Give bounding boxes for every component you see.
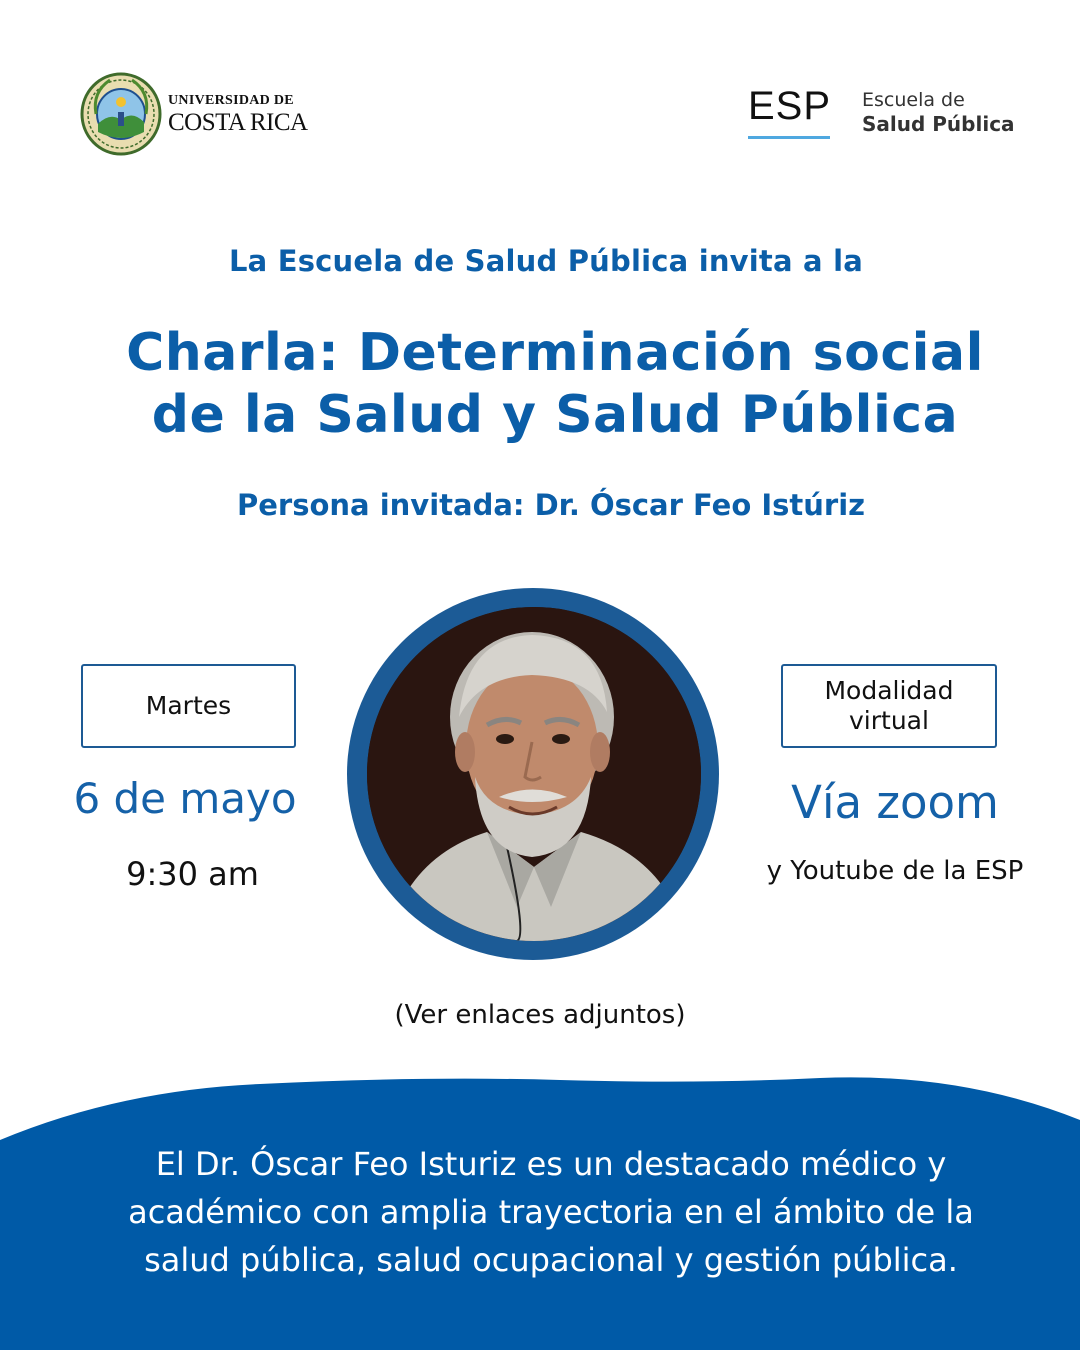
talk-title-line2: de la Salud y Salud Pública [151,385,959,445]
platform-label: Vía zoom [791,776,999,829]
esp-underline [748,136,830,139]
esp-name-line1: Escuela de [862,89,965,111]
guest-speaker: Persona invitada: Dr. Óscar Feo Istúriz [236,488,866,522]
day-label: Martes [145,691,232,720]
esp-name [862,88,1015,138]
ucr-wordmark [168,94,308,135]
ucr-wordmark-line2: COSTA RICA [168,109,308,136]
day-box [81,664,296,748]
speaker-photo [367,607,701,941]
modality-box [781,664,997,748]
speaker-bio-line2: académico con amplia trayectoria en el ámbito de la [128,1193,974,1231]
links-note: (Ver enlaces adjuntos) [394,1000,686,1030]
talk-title-line1: Charla: Determinación social [126,323,984,383]
event-date: 6 de mayo [73,774,297,823]
esp-name-line2: Salud Pública [862,112,1015,137]
ucr-wordmark-line1: UNIVERSIDAD DE [168,93,294,108]
modality-line1: Modalidad [824,676,954,705]
talk-title [0,322,1080,446]
speaker-bio-line3: salud pública, salud ocupacional y gestión pública. [144,1241,958,1279]
esp-mark: ESP [748,84,832,128]
speaker-bio-line1: El Dr. Óscar Feo Isturiz es un destacado médico y [155,1145,947,1183]
secondary-platform-label: y Youtube de la ESP [766,856,1024,886]
event-time: 9:30 am [126,855,259,893]
speaker-bio [0,1140,1080,1284]
esp-logo [748,86,1018,146]
modality-line2: virtual [849,706,929,735]
ucr-seal-icon [80,72,162,156]
intro-text: La Escuela de Salud Pública invita a la [228,244,864,278]
ucr-logo [80,72,310,156]
